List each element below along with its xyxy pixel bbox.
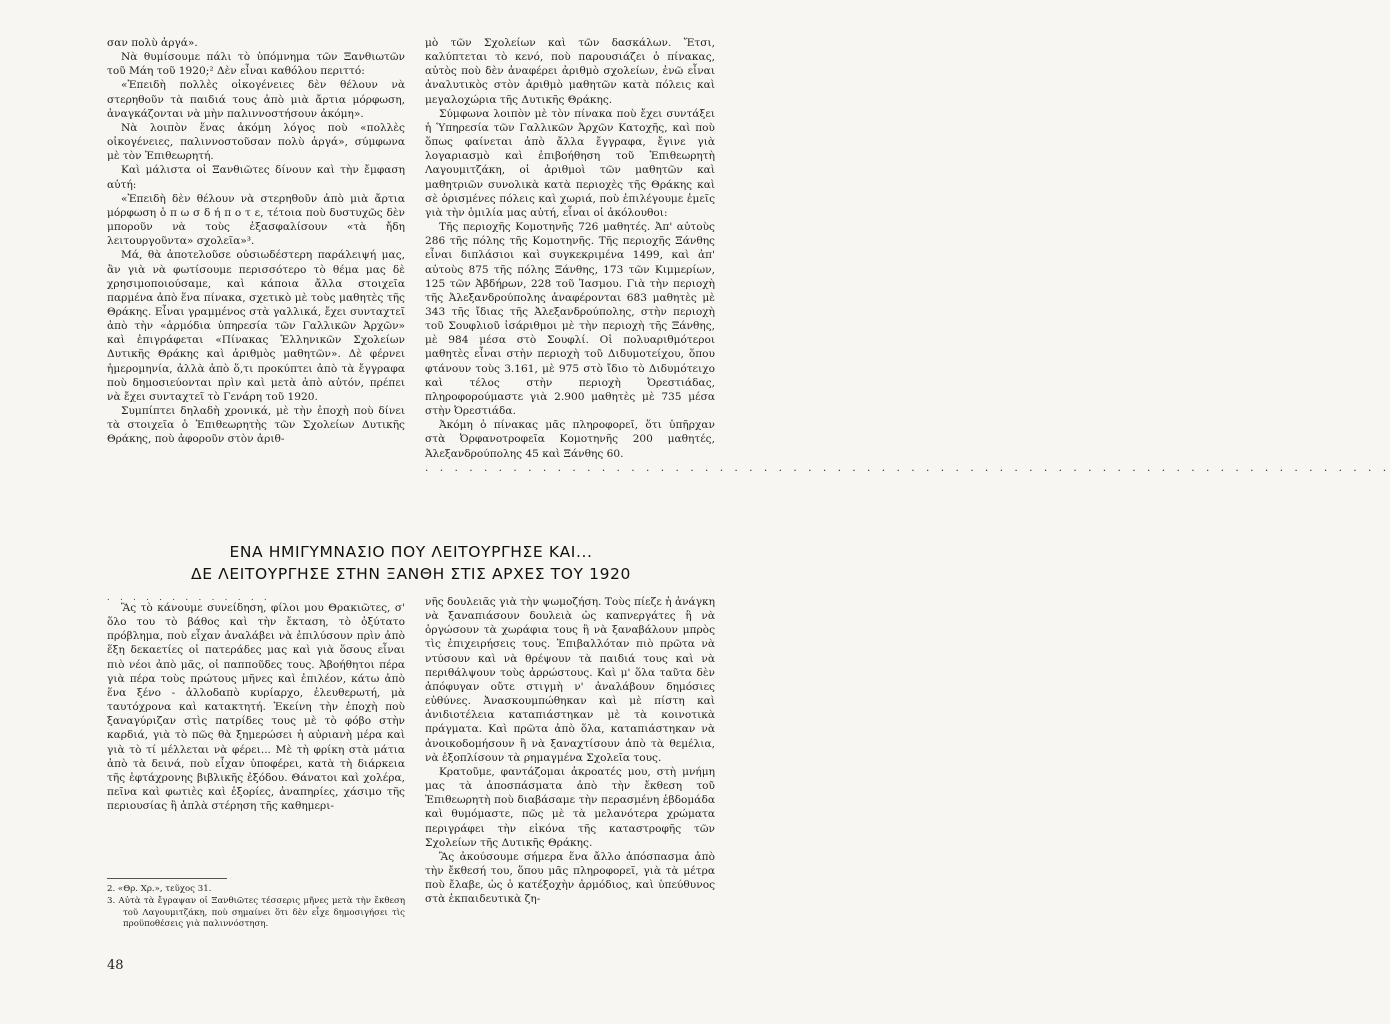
paragraph: Νὰ λοιπὸν ἕνας ἀκόμη λόγος ποὺ «πολλὲς οἰκογένειες, παλιννοστοῦσαν πολὺ ἀργά», σύμφωνα μὲ τὸν Ἐπιθεωρητή. xyxy=(107,121,405,163)
paragraph: Ἂς ἀκούσουμε σήμερα ἕνα ἄλλο ἀπόσπασμα ἀπὸ τὴν ἔκθεσή του, ὅπου μᾶς πληροφορεῖ, γιὰ τὰ μέτρα ποὺ ἔλαβε, ὡς ὁ κατέξοχὴν ἁρμόδιος, καὶ ὑπεύθυνος στὰ ἐκπαιδευτικὰ ζη- xyxy=(425,850,715,906)
headline-line-1: ΕΝΑ ΗΜΙΓΥΜΝΑΣΙΟ ΠΟΥ ΛΕΙΤΟΥΡΓΗΣΕ ΚΑΙ... xyxy=(229,543,593,561)
paragraph: Τῆς περιοχῆς Κομοτηνῆς 726 μαθητές. Ἀπ' αὐτοὺς 286 τῆς πόλης τῆς Κομοτηνῆς. Τῆς περιοχῆς Ξάνθης εἶναι διπλάσιοι καὶ συγκεκριμένα 1499, καὶ ἀπ' αὐτοὺς 875 τῆς πόλης Ξάνθης, 173 τῶν Κιμμερίων, 125 τῶν Ἀβδήρων, 228 τοῦ Ἰασμου. Γιὰ τὴν περιοχὴ τῆς Ἀλεξανδρούπολης ἀναφέρονται 683 μαθητὲς μὲ 343 τῆς ἴδιας τῆς Ἀλεξανδρούπολης, στὴν περιοχὴ τοῦ Σουφλιοῦ ἰσάριθμοι μὲ τὴν περιοχὴ τῆς Ξάνθης, μὲ 984 μέσα στὸ Σουφλί. Οἱ πολυαριθμότεροι μαθητὲς εἶναι στὴν περιοχὴ τοῦ Διδυμοτείχου, ὅπου φτάνουν τοὺς 3.161, μὲ 975 στὸ ἴδιο τὸ Διδυμότειχο καὶ τέλος στὴν περιοχὴ Ὀρεστιάδας, πληροφορούμαστε γιὰ 2.900 μαθητὲς μὲ 735 μέσα στὴν Ὀρεστιάδα. xyxy=(425,221,715,418)
paragraph: Ἀκόμη ὁ πίνακας μᾶς πληροφορεῖ, ὅτι ὑπῆρχαν στὰ Ὀρφανοτροφεῖα Κομοτηνῆς 200 μαθητές, Ἀλεξανδρούπολης 45 καὶ Ξάνθης 60. xyxy=(425,419,715,460)
paragraph: Καὶ μάλιστα οἱ Ξανθιῶτες δίνουν καὶ τὴν ἔμφαση αὐτή: xyxy=(107,164,405,191)
footnotes xyxy=(107,884,405,932)
quote: «Ἐπειδὴ δὲν θέλουν νὰ στερηθοῦν ἀπὸ μιὰ ἄρτια μόρφωση ὁ π ω σ δ ή π ο τ ε, τέτοια ποὺ δυστυχῶς δὲν μποροῦν νὰ τοὺς ἐξασφαλίσουν «τὰ ἤδη λειτουργοῦντα» σχολεῖα»³. xyxy=(107,192,405,248)
page-number: 48 xyxy=(107,958,124,973)
paragraph: σαν πολὺ ἀργά». xyxy=(107,37,198,49)
paragraph: Κρατοῦμε, φαντάζομαι ἀκροατές μου, στὴ μνήμη μας τὰ ἀποσπάσματα ἀπὸ τὴν ἔκθεση τοῦ Ἐπιθεωρητὴ ποὺ διαβάσαμε τὴν περασμένη ἑβδομάδα καὶ θυμόμαστε, πῶς μὲ τὰ μελανότερα χρώματα περιγράφει τὴν εἰκόνα τῆς καταστροφῆς τῶν Σχολείων τῆς Δυτικῆς Θράκης. xyxy=(425,765,715,849)
footnote-3: 3. Αὐτὰ τὰ ἔγραψαν οἱ Ξανθιῶτες τέσσερις μῆνες μετὰ τὴν ἔκθεση τοῦ Λαγουμιτζάκη, ποὺ σημαίνει ὅτι δὲν εἶχε δημοσιγήσει τὶς προϋποθέσεις γιὰ παλιννόστηση. xyxy=(107,896,405,930)
section-headline xyxy=(107,541,715,585)
quote: «Ἐπειδὴ πολλὲς οἰκογένειες δὲν θέλουν νὰ στερηθοῦν τὰ παιδιά τους ἀπὸ μιὰ ἄρτια μόρφωση, ἀναγκάζονται νὰ μὴν παλιννοστήσουν ἀκόμη». xyxy=(107,79,405,120)
paragraph: Νὰ θυμίσουμε πάλι τὸ ὑπόμνημα τῶν Ξανθιωτῶν τοῦ Μάη τοῦ 1920;² Δὲν εἶναι καθόλου περιττό: xyxy=(107,51,405,78)
ellipsis-separator: . . . . . . . . . . . . . . . . . . . . . . . . . . . . . . . . . . . . . . . . . . . . . . . . . . . . . . . . . . . . . . . . . . xyxy=(425,461,1390,474)
paragraph: Σύμφωνα λοιπὸν μὲ τὸν πίνακα ποὺ ἔχει συντάξει ἡ Ὑπηρεσία τῶν Γαλλικῶν Ἀρχῶν Κατοχῆς, καὶ ποὺ ὅπως φαίνεται ἀπὸ ἄλλα ἔγγραφα, ἔγινε γιὰ λογαριασμὸ καὶ ἐπιβοήθηση τοῦ Ἐπιθεωρητὴ Λαγουμιτζάκη, οἱ ἀριθμοὶ τῶν μαθητῶν καὶ μαθητριῶν συνολικὰ κατὰ περιοχὲς τῆς Θράκης καὶ σὲ ὁρισμένες πόλεις καὶ χωριά, ποὺ ἐπιλέγουμε ἐμεῖς γιὰ τὴν ὁμιλία μας αὐτή, εἶναι οἱ ἀκόλουθοι: xyxy=(425,107,715,219)
paragraph: νῆς δουλειᾶς γιὰ τὴν ψωμοζήση. Τοὺς πίεζε ἡ ἀνάγκη νὰ ξαναπιάσουν δουλειὰ ὡς καπνεργάτες ἢ νὰ ὀργώσουν τὰ χωράφια τους ἢ νὰ ξαναβάλουν μπρὸς τὶς ἐπιχειρήσεις τους. Ἐπιβαλλόταν πιὸ πρῶτα νὰ ντύσουν καὶ νὰ θρέψουν τὰ παιδιά τους καὶ νὰ περιθάλψουν τοὺς ἀρρώστους. Καὶ μ' ὅλα ταῦτα δὲν ἀπόφυγαν οὔτε στιγμὴ ν' ἀναλάβουν δημόσιες εὐθύνες. Ἀνασκουμπώθηκαν καὶ μὲ πίστη καὶ ἀνιδιοτέλεια καταπιάστηκαν μὲ τὰ κοινοτικὰ πράγματα. Καὶ πρῶτα ἀπὸ ὅλα, καταπιάστηκαν νὰ ἀνοικοδομήσουν ἢ νὰ ξαναχτίσουν ἀπὸ τὰ θεμέλια, νὰ ἐξοπλίσουν τὰ ρημαγμένα Σχολεῖα τους. xyxy=(425,596,715,764)
footnote-2: 2. «Θρ. Χρ.», τεῦχος 31. xyxy=(107,884,212,894)
column-4 xyxy=(425,595,715,906)
paragraph: Συμπίπτει δηλαδὴ χρονικά, μὲ τὴν ἐποχὴ ποὺ δίνει τὰ στοιχεῖα ὁ Ἐπιθεωρητὴς τῶν Σχολείων Δυτικῆς Θράκης, ποὺ ἀφοροῦν στὸν ἀριθ- xyxy=(107,405,405,446)
column-2 xyxy=(425,36,1390,475)
ellipsis-separator: . . . . . . . . . . . . . xyxy=(107,593,271,602)
column-1 xyxy=(107,36,405,447)
paragraph: Ἂς τὸ κάνουμε συνείδηση, φίλοι μου Θρακιῶτες, σ' ὅλο του τὸ βάθος καὶ τὴν ἔκταση, τὸ ὀξύτατο πρόβλημα, ποὺ εἶχαν ἀναλάβει νὰ ἐπιλύσουν πρὶν ἀπὸ ἕξη δεκαετίες οἱ πατεράδες μας καὶ γιὰ ὅσους εἶναι πιὸ νέοι ἀπὸ μᾶς, οἱ παπποῦδες τους. Ἀβοήθητοι πέρα γιὰ πέρα τοὺς πρώτους μῆνες καὶ ἐπιλέον, κάτω ἀπὸ ἕνα ξένο - ἀλλοδαπὸ κυρίαρχο, ἐλευθερωτή, μὰ ταυτόχρονα καὶ κατακτητή. Ἐκείνη τὴν ἐποχὴ ποὺ ξαναγύριζαν στὶς πατρίδες τους μὲ τὸ φόβο στὴν καρδιά, γιὰ τὸ πῶς θὰ ξημερώσει ἡ αὐριανὴ μέρα καὶ γιὰ τὸ τί μέλλεται νὰ φέρει... Μὲ τὴ φρίκη στὰ μάτια ἀπὸ τὰ δεινά, ποὺ εἶχαν ὑποφέρει, κατὰ τὴ διάρκεια τῆς ἑφτάχρονης βιβλικῆς ἐξόδου. Θάνατοι καὶ χολέρα, πεῖνα καὶ φωτιὲς καὶ ἐξορίες, ἀναπηρίες, χάσιμο τῆς περιουσίας ἢ ἁπλὰ στέρηση τῆς καθημερι- xyxy=(107,602,405,813)
paragraph: Μά, θὰ ἀποτελοῦσε οὐσιωδέστερη παράλειψή μας, ἂν γιὰ νὰ φωτίσουμε περισσότερο τὸ θέμα μας δὲ χρησιμοποιούσαμε, καὶ κάποια ἄλλα στοιχεῖα παρμένα ἀπὸ ἕνα πίνακα, σχετικὸ μὲ τοὺς μαθητὲς τῆς Θράκης. Εἶναι γραμμένος στὰ γαλλικά, ἔχει συνταχτεῖ ἀπὸ τὴν «ἁρμόδια ὑπηρεσία τῶν Γαλλικῶν Ἀρχῶν» καὶ ἐπιγράφεται «Πίνακας Ἑλληνικῶν Σχολείων Δυτικῆς Θράκης καὶ ἀριθμὸς μαθητῶν». Δὲ φέρνει ἡμερομηνία, ἀλλὰ ἀπὸ ὅ,τι προκύπτει ἀπὸ τὰ ἔγγραφα ποὺ δημοσιεύονται πρὶν καὶ μετὰ ἀπὸ αὐτόν, πρέπει νὰ ἔχει συνταχτεῖ τὸ Γενάρη τοῦ 1920. xyxy=(107,249,405,403)
headline-line-2: ΔΕ ΛΕΙΤΟΥΡΓΗΣΕ ΣΤΗΝ ΞΑΝΘΗ ΣΤΙΣ ΑΡΧΕΣ ΤΟΥ 1920 xyxy=(191,565,631,583)
footnote-divider xyxy=(107,878,227,879)
paragraph: μὸ τῶν Σχολείων καὶ τῶν δασκάλων. Ἔτσι, καλύπτεται τὸ κενό, ποὺ παρουσιάζει ὁ πίνακας, αὐτὸς ποὺ δὲν ἀναφέρει ἀριθμὸ σχολείων, ἐνῶ εἶναι ἀναλυτικὸς στὸν ἀριθμὸ μαθητῶν κατὰ πόλεις καὶ μεγαλοχώρια τῆς Δυτικῆς Θράκης. xyxy=(425,37,715,106)
column-3 xyxy=(107,595,405,813)
